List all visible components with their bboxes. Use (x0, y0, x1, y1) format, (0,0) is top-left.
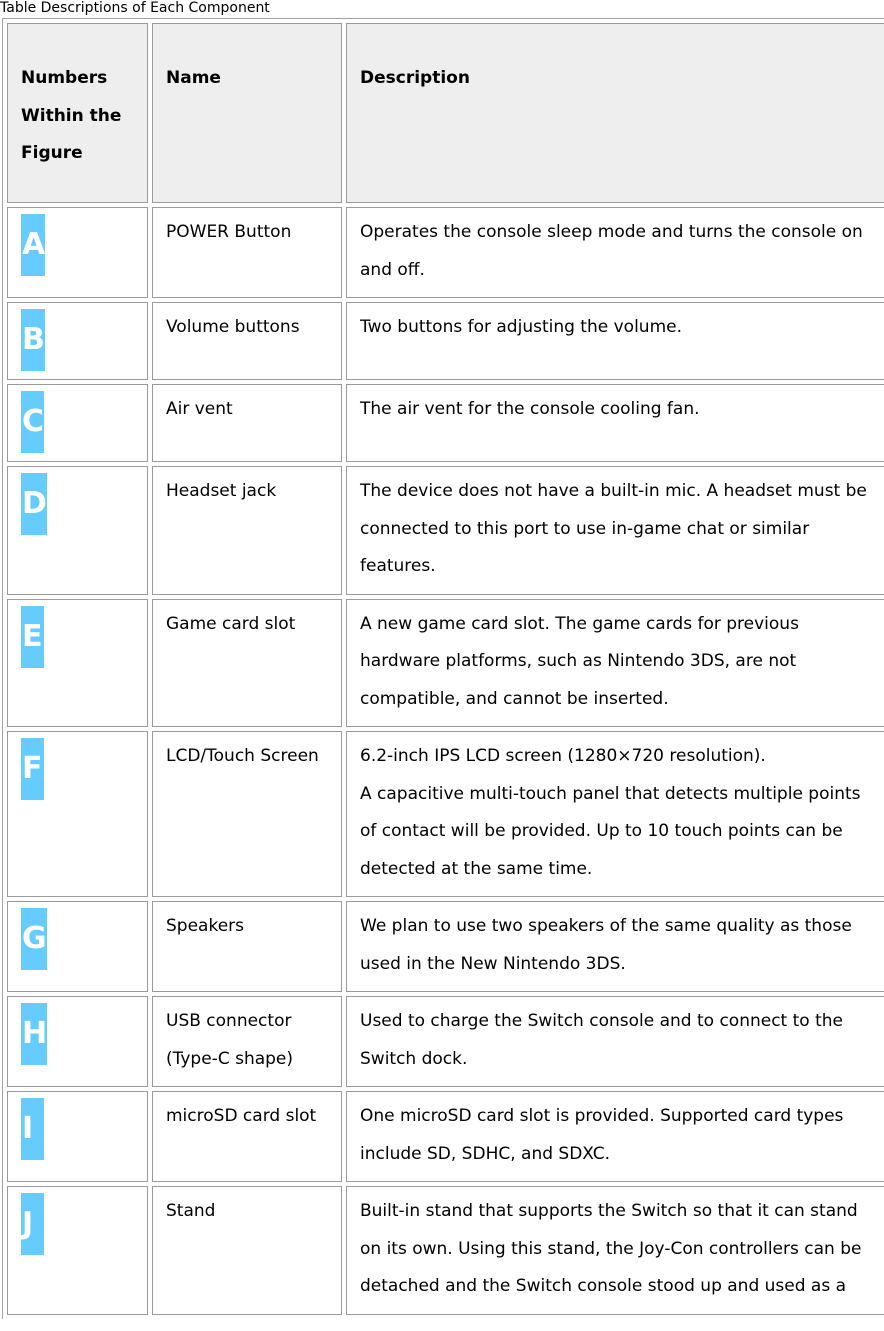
row-number-cell (7, 466, 148, 595)
table-row (7, 1186, 884, 1315)
row-name: Game card slot (152, 599, 342, 728)
letter-badge: I (21, 1098, 44, 1160)
row-description: Used to charge the Switch console and to connect to the Switch dock. (346, 996, 884, 1087)
components-table (2, 18, 884, 1319)
row-name: Headset jack (152, 466, 342, 595)
row-name: LCD/Touch Screen (152, 731, 342, 897)
row-number-cell (7, 207, 148, 298)
row-number-cell (7, 302, 148, 380)
row-description: A new game card slot. The game cards for previous hardware platforms, such as Nintendo 3DS, are not compatible, and cannot be inserted. (346, 599, 884, 728)
table-row (7, 207, 884, 298)
row-name: USB connector (Type-C shape) (152, 996, 342, 1087)
row-number-cell (7, 384, 148, 462)
header-name: Name (152, 23, 342, 203)
letter-badge: H (21, 1003, 47, 1065)
header-number: Numbers Within the Figure (7, 23, 148, 203)
table-header-row (7, 23, 884, 203)
row-number-cell (7, 731, 148, 897)
row-description: Two buttons for adjusting the volume. (346, 302, 884, 380)
row-number-cell (7, 901, 148, 992)
row-description-line: A capacitive multi-touch panel that detects multiple points of contact will be provided. Up to 10 touch points can be detected at the same time. (360, 783, 861, 879)
row-description: Built-in stand that supports the Switch so that it can stand on its own. Using this stand, the Joy-Con controllers can be detached and the Switch console stood up and used as a (346, 1186, 884, 1315)
table-row (7, 599, 884, 728)
row-name: POWER Button (152, 207, 342, 298)
row-number-cell (7, 996, 148, 1087)
table-row (7, 466, 884, 595)
letter-badge: G (21, 908, 47, 970)
letter-badge: E (21, 606, 44, 668)
letter-badge: A (21, 214, 45, 276)
letter-badge: C (21, 391, 44, 453)
row-description: The air vent for the console cooling fan. (346, 384, 884, 462)
header-description: Description (346, 23, 884, 203)
row-name: microSD card slot (152, 1091, 342, 1182)
row-name: Speakers (152, 901, 342, 992)
letter-badge: D (21, 473, 47, 535)
components-table-container (2, 18, 884, 1331)
row-description: Operates the console sleep mode and turns the console on and off. (346, 207, 884, 298)
row-description (346, 731, 884, 897)
table-row (7, 302, 884, 380)
row-name: Volume buttons (152, 302, 342, 380)
table-row (7, 731, 884, 897)
row-number-cell (7, 1186, 148, 1315)
row-description: We plan to use two speakers of the same quality as those used in the New Nintendo 3DS. (346, 901, 884, 992)
table-row (7, 996, 884, 1087)
table-caption: Table Descriptions of Each Component (0, 0, 270, 16)
table-row (7, 901, 884, 992)
letter-badge: F (21, 738, 44, 800)
letter-badge: B (21, 309, 45, 371)
row-name: Air vent (152, 384, 342, 462)
letter-badge: J (21, 1193, 44, 1255)
table-row (7, 384, 884, 462)
row-description-line: 6.2-inch IPS LCD screen (1280×720 resolution). (360, 746, 766, 766)
table-row (7, 1091, 884, 1182)
row-name: Stand (152, 1186, 342, 1315)
row-number-cell (7, 599, 148, 728)
row-number-cell (7, 1091, 148, 1182)
row-description: The device does not have a built-in mic. A headset must be connected to this port to use in-game chat or similar features. (346, 466, 884, 595)
row-description: One microSD card slot is provided. Supported card types include SD, SDHC, and SDXC. (346, 1091, 884, 1182)
